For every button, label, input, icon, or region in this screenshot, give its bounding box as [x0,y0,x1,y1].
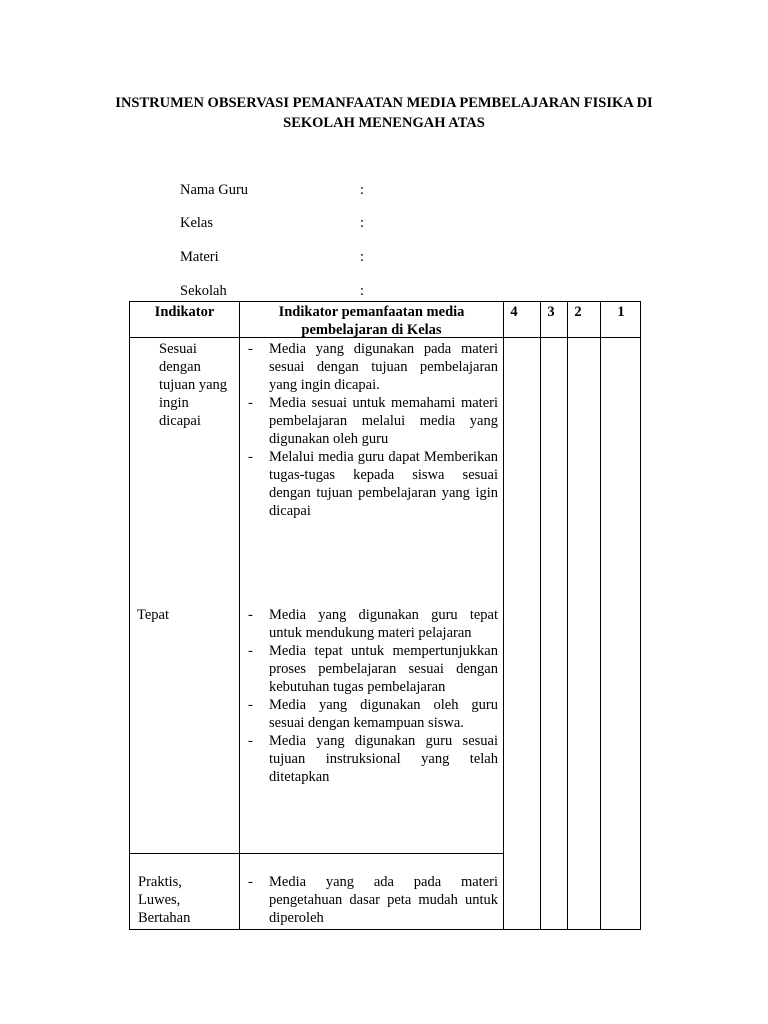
list-item: - Media yang digunakan pada materi sesuai dengan tujuan pembelajaran yang ingin dicapai. [246,340,498,394]
field-colon-sekolah: : [360,283,365,299]
header-pemanfaatan [240,303,503,339]
indikator-line: Sesuai [159,341,197,357]
field-label-nama-guru: Nama Guru [180,182,249,198]
list-item: - Media yang ada pada materi pengetahuan dasar peta mudah untuk diperoleh [246,873,498,927]
title-line-1: INSTRUMEN OBSERVASI PEMANFAATAN MEDIA PEMBELAJARAN FISIKA DI [115,95,653,111]
document-title [60,93,708,133]
column-divider [239,302,240,929]
row-items-tepat [246,606,498,786]
observation-table [129,301,641,930]
indikator-line: tujuan yang [159,377,228,393]
row-indikator-praktis [138,873,190,927]
header-score-4: 4 [510,304,518,320]
header-score-2: 2 [574,304,582,320]
column-divider [567,302,568,929]
list-item: - Media yang digunakan guru tepat untuk mendukung materi pelajaran [246,606,498,642]
row-items-praktis [246,873,498,927]
field-label-materi: Materi [180,249,219,265]
field-label-sekolah: Sekolah [180,283,227,299]
column-divider [540,302,541,929]
indikator-line: Bertahan [138,910,191,926]
header-pemanfaatan-line-2: pembelajaran di Kelas [301,322,442,338]
list-item: - Melalui media guru dapat Memberikan tugas-tugas kepada siswa sesuai dengan tujuan pembelajaran yang igin dicapai [246,448,498,520]
list-item: - Media yang digunakan guru sesuai tujuan instruksional yang telah ditetapkan [246,732,498,786]
indikator-line: Luwes, [138,892,181,908]
column-divider [503,302,504,929]
header-score-3: 3 [547,304,555,320]
indikator-line: Tepat [137,607,169,623]
row-divider [130,853,504,854]
row-indikator-tepat [137,606,169,624]
list-item: - Media sesuai untuk memahami materi pembelajaran melalui media yang digunakan oleh guru [246,394,498,448]
list-item: - Media tepat untuk mempertunjukkan proses pembelajaran sesuai dengan kebutuhan tugas pembelajaran [246,642,498,696]
column-divider [600,302,601,929]
indikator-line: ingin [159,395,189,411]
header-score-1: 1 [617,304,625,320]
indikator-line: dicapai [159,413,201,429]
indikator-line: dengan [159,359,201,375]
field-label-kelas: Kelas [180,215,214,231]
field-colon-nama-guru: : [360,182,365,198]
row-items-sesuai [246,340,498,520]
field-colon-materi: : [360,249,365,265]
header-indikator: Indikator [154,304,215,320]
field-colon-kelas: : [360,215,365,231]
row-indikator-sesuai [159,340,227,430]
indikator-line: Praktis, [138,874,182,890]
list-item: - Media yang digunakan oleh guru sesuai dengan kemampuan siswa. [246,696,498,732]
header-pemanfaatan-line-1: Indikator pemanfaatan media [278,304,465,320]
title-line-2: SEKOLAH MENENGAH ATAS [283,115,485,131]
